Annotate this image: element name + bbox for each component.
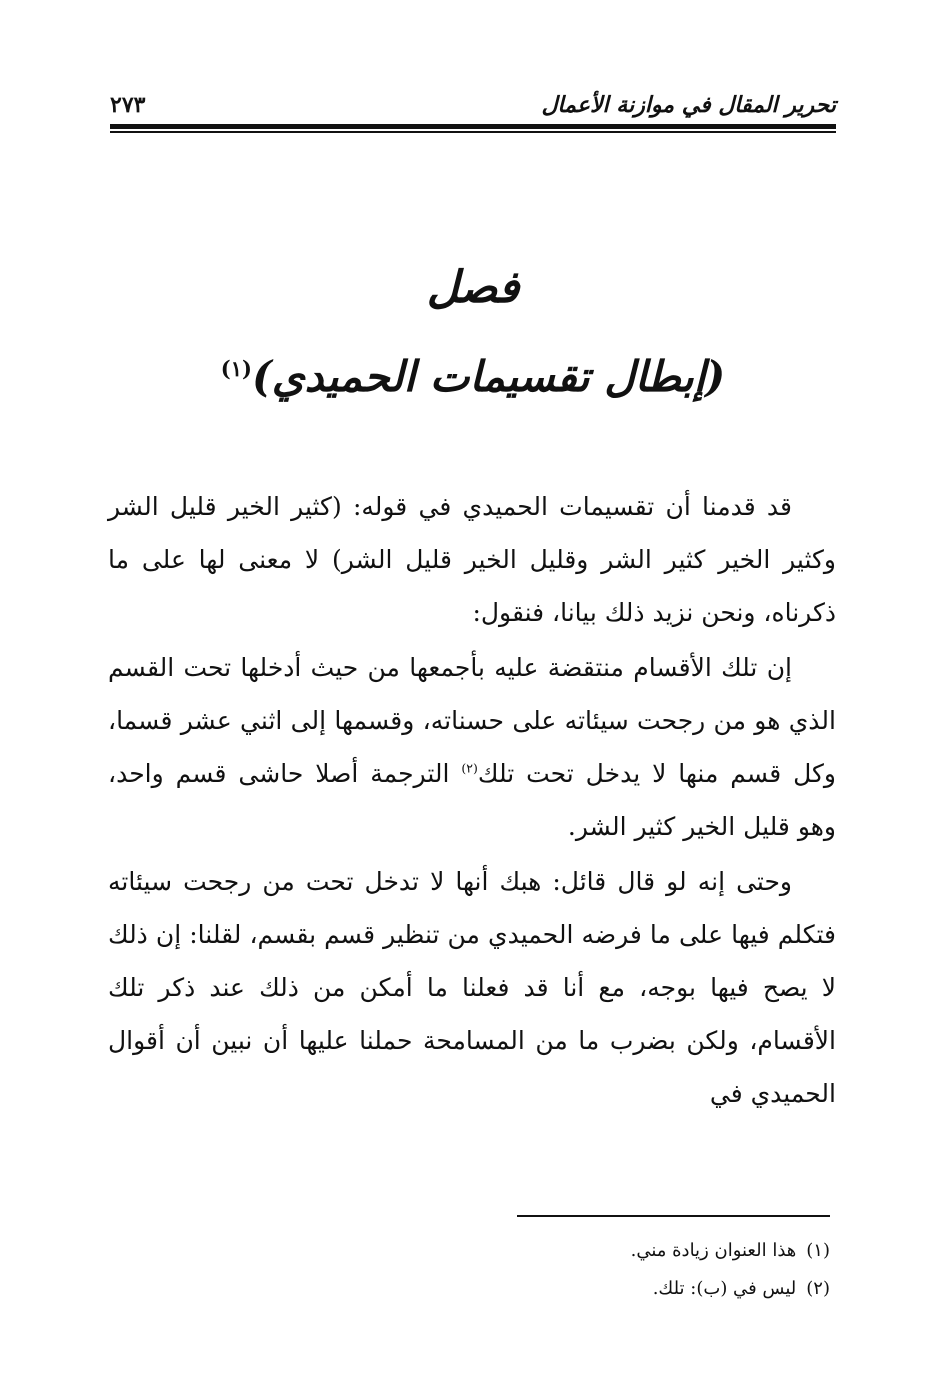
footnote-2-number: (٢) <box>806 1278 830 1299</box>
footnote-2 <box>110 1270 830 1308</box>
paragraph-1: قد قدمنا أن تقسيمات الحميدي في قوله: (كثير الخير قليل الشر وكثير الخير كثير الشر وقليل الخير قليل الشر) لا معنى لها على ما ذكرناه، ونحن نزيد ذلك بيانا، فنقول: <box>108 492 836 627</box>
section-subtitle-text: (إبطال تقسيمات الحميدي) <box>251 352 726 401</box>
footnotes <box>110 1232 830 1308</box>
header-rule-thick <box>110 124 836 129</box>
paragraph-2 <box>108 641 836 853</box>
footnote-1-number: (١) <box>806 1240 830 1261</box>
body-text <box>108 480 836 1122</box>
page-number: ٢٧٣ <box>110 92 146 118</box>
footnote-1 <box>110 1232 830 1270</box>
paragraph-3: وحتى إنه لو قال قائل: هبك أنها لا تدخل تحت من رجحت سيئاته فتكلم فيها على ما فرضه الحميدي من تنظير قسم بقسم، لقلنا: إن ذلك لا يصح فيها بوجه، مع أنا قد فعلنا ما أمكن من ذلك عند ذكر تلك الأقسام، ولكن بضرب ما من المسامحة حملنا عليها أن نبين أن أقوال الحميدي في <box>108 867 836 1108</box>
footnote-ref-2: (٢) <box>461 760 478 776</box>
footnote-1-text: هذا العنوان زيادة مني. <box>630 1240 797 1261</box>
book-title: تحرير المقال في موازنة الأعمال <box>541 92 836 118</box>
running-header <box>110 82 836 118</box>
paragraph-2-part-2: الترجمة أصلا حاشى قسم واحد، وهو قليل الخير كثير الشر. <box>108 759 836 841</box>
header-rule-thin <box>110 131 836 133</box>
footnote-ref-1: (١) <box>220 356 252 381</box>
footnote-2-text: ليس في (ب): تلك. <box>652 1278 797 1299</box>
paragraph-2-part-1: إن تلك الأقسام منتقضة عليه بأجمعها من حيث أدخلها تحت القسم الذي هو من رجحت سيئاته على حسناته، وقسمها إلى اثني عشر قسما، وكل قسم منها لا يدخل تحت تلك <box>108 653 837 788</box>
footnote-separator <box>517 1215 830 1217</box>
section-subtitle <box>110 352 836 402</box>
section-heading: فصل <box>426 262 520 313</box>
